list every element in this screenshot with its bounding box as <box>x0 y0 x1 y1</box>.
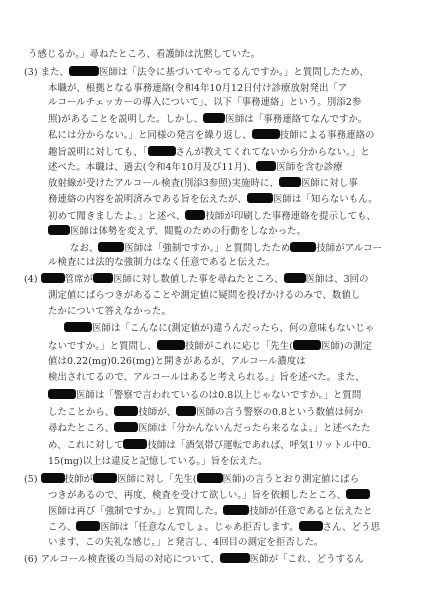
text-line <box>48 456 268 467</box>
text-line <box>48 83 347 94</box>
text-segment: 私には分からない。」と同様の発言を繰り返し、 <box>48 130 252 141</box>
text-segment: う感じるか。」尋ねたところ、看護師は沈黙していた。 <box>28 49 261 60</box>
text-line <box>48 113 368 125</box>
redaction-block <box>197 473 223 483</box>
text-line <box>48 489 370 501</box>
text-segment: (5) <box>24 474 41 485</box>
text-segment: 医師は「強制ですか。」と質問したため <box>124 243 291 254</box>
text-segment: 医師に対し「先生( <box>117 474 197 485</box>
redaction-block <box>41 273 65 283</box>
text-segment: さんが教えてくれてないから分からない。」と <box>175 147 370 158</box>
text-segment: 医師の言う警察の0.8という数値は何か <box>196 407 364 418</box>
redaction-block <box>98 242 124 252</box>
redaction-block <box>293 340 321 350</box>
text-line <box>48 439 371 451</box>
text-segment: 測定値にばらつきがあることや測定値に疑問を投げかけるのみで、数値し <box>48 290 361 301</box>
text-segment: 務連絡の内容を説明済みである旨を伝えたが、 <box>48 194 247 205</box>
redaction-block <box>252 129 280 139</box>
text-line <box>48 225 306 237</box>
text-line <box>48 406 363 418</box>
redaction-block <box>64 322 92 332</box>
text-segment: ル検査には法的な強制力はなく任意であると伝えた。 <box>48 257 276 268</box>
redaction-block <box>48 389 76 399</box>
redaction-block <box>203 113 225 123</box>
text-segment: 技師が任意であると伝えたと <box>249 506 373 517</box>
redaction-block <box>123 439 147 449</box>
redaction-block <box>247 193 273 203</box>
text-line <box>48 193 378 205</box>
redaction-block <box>256 161 276 171</box>
redaction-block <box>93 273 113 283</box>
text-segment: 放射線が受けたアルコール検査(別添3参照)実施時に、 <box>48 178 279 189</box>
redaction-block <box>176 406 196 416</box>
text-line <box>28 49 260 60</box>
redaction-block <box>148 146 176 156</box>
text-segment: つきがあるので、再度、検査を受けて欲しい。」旨を依頼したところ、 <box>48 490 347 501</box>
redaction-block <box>284 273 306 283</box>
text-segment: 技師は「酒気帯び運転であれば、呼気1リットル中0. <box>147 440 371 451</box>
redaction-block <box>48 225 70 235</box>
redaction-block <box>114 422 138 432</box>
redaction-block <box>41 473 65 483</box>
text-line <box>48 422 371 434</box>
text-segment: 医師が「これ、どうするん <box>249 554 365 565</box>
redaction-block <box>220 553 250 563</box>
text-segment: 医師)の言うとおり測定値にばら <box>222 474 360 485</box>
text-segment: たかについて答えなかった。 <box>48 306 171 317</box>
text-segment: 照)があることを説明した。しかし、 <box>48 114 204 125</box>
text-line <box>48 97 361 108</box>
text-segment: ころ、 <box>48 522 77 533</box>
text-line <box>48 340 372 352</box>
text-segment: 初めて聞きましたよ。」と述べ、 <box>48 211 186 222</box>
text-line <box>48 537 323 548</box>
text-segment: 検出されてるので、アルコールはあると考えられる。」旨を述べた。また、 <box>48 372 365 383</box>
text-segment: 医師は「警察で言われているのは0.8以上じゃないですか。」と質問 <box>76 390 362 401</box>
text-line <box>64 322 374 334</box>
text-segment: 医師に対し事 <box>300 178 358 189</box>
text-segment: 医師)の測定 <box>321 341 373 352</box>
text-segment: 医師は、3回の <box>305 274 369 285</box>
text-segment: います、この失礼な感じ。」と発言し、4回目の測定を拒否した。 <box>48 537 324 548</box>
text-line <box>48 290 360 301</box>
text-line <box>70 242 382 254</box>
text-line <box>48 210 376 222</box>
redaction-block <box>346 489 370 499</box>
text-line <box>48 161 343 173</box>
text-segment: 技師がこれに応じ「先生( <box>185 341 293 352</box>
redaction-block <box>279 177 301 187</box>
text-line <box>24 66 369 78</box>
text-line <box>48 372 365 383</box>
text-segment: 管席が <box>64 274 94 285</box>
text-segment: 医師は「こんなに(測定値が)違うんだったら、何の意味もないじゃ <box>92 323 375 334</box>
text-segment: 趣旨説明に対しても、「 <box>48 147 148 158</box>
text-segment: (6) アルコール検査後の当局の対応について、 <box>24 554 220 565</box>
redaction-block <box>185 210 205 220</box>
text-segment: 15(mg)以上は違反と記憶している。」旨を伝えた。 <box>48 456 268 467</box>
redaction-block <box>76 521 100 531</box>
text-segment: 医師に対し数値した事を尋ねたところ、 <box>113 274 284 285</box>
text-line <box>48 257 275 268</box>
text-segment: 技師が、 <box>138 407 177 418</box>
text-line <box>24 273 369 285</box>
text-segment: 医師は「事務連絡てなんですか。 <box>225 114 368 125</box>
text-segment: 述べた。本職は、過去(令和4年10月及び11月)、 <box>48 162 257 173</box>
text-segment: 医師は再び「強制ですか。」と質問した。 <box>48 506 224 517</box>
text-segment: 医師を含む診療 <box>276 162 343 173</box>
redaction-block <box>223 505 249 515</box>
text-line <box>48 389 361 401</box>
text-line <box>48 505 373 517</box>
redaction-block <box>290 242 316 252</box>
text-line <box>24 473 359 485</box>
text-segment: 本職が、根拠となる事務連絡(令和4年10月12日付け診療放射発出「ア <box>48 83 348 94</box>
text-segment: (4) <box>24 274 41 285</box>
text-line <box>24 553 364 565</box>
redaction-block <box>93 473 117 483</box>
text-segment: 医師は体勢を変えず、閲覧のための行動をしなかった。 <box>70 226 307 237</box>
text-line <box>48 146 370 158</box>
redaction-block <box>157 340 185 350</box>
text-line <box>48 521 380 533</box>
text-segment: 尋ねたところ、 <box>48 423 115 434</box>
text-segment: 医師は「分かんないんだったら来るなよ。」と述べたた <box>138 423 371 434</box>
redaction-block <box>114 406 138 416</box>
text-segment: 医師は「法令に基づいてやってるんですか。」と質問したため、 <box>99 67 369 78</box>
text-segment: め、これに対して <box>48 440 124 451</box>
text-segment: 値は0.22(mg)0.26(mg)と開きがあるが、アルコール濃度は <box>48 356 306 367</box>
text-line <box>48 129 375 141</box>
text-segment: (3) また、 <box>24 67 70 78</box>
text-segment: ルコールチェッカーの導入について」、以下「事務連絡」という。別添2参 <box>48 97 362 108</box>
text-segment: ないですか。」と質問し、 <box>48 341 158 352</box>
text-segment: なお、 <box>70 243 99 254</box>
text-line <box>48 177 358 189</box>
text-segment: 技師が印刷した事務連絡を提示しても、 <box>205 211 376 222</box>
text-segment: したことから、 <box>48 407 115 418</box>
text-line <box>48 356 306 367</box>
redaction-block <box>69 66 99 76</box>
redaction-block <box>299 521 323 531</box>
text-segment: 医師は「任意なんでしょ。じゃあ拒否します。 <box>100 522 299 533</box>
text-segment: 医師は「知らないもん。 <box>272 194 378 205</box>
text-line <box>48 306 171 317</box>
text-segment: 技師がアルコー <box>316 243 383 254</box>
text-segment: 技師による事務連絡の <box>279 130 375 141</box>
text-segment: 技師が <box>64 474 94 485</box>
text-segment: さん、どう思 <box>322 522 381 533</box>
